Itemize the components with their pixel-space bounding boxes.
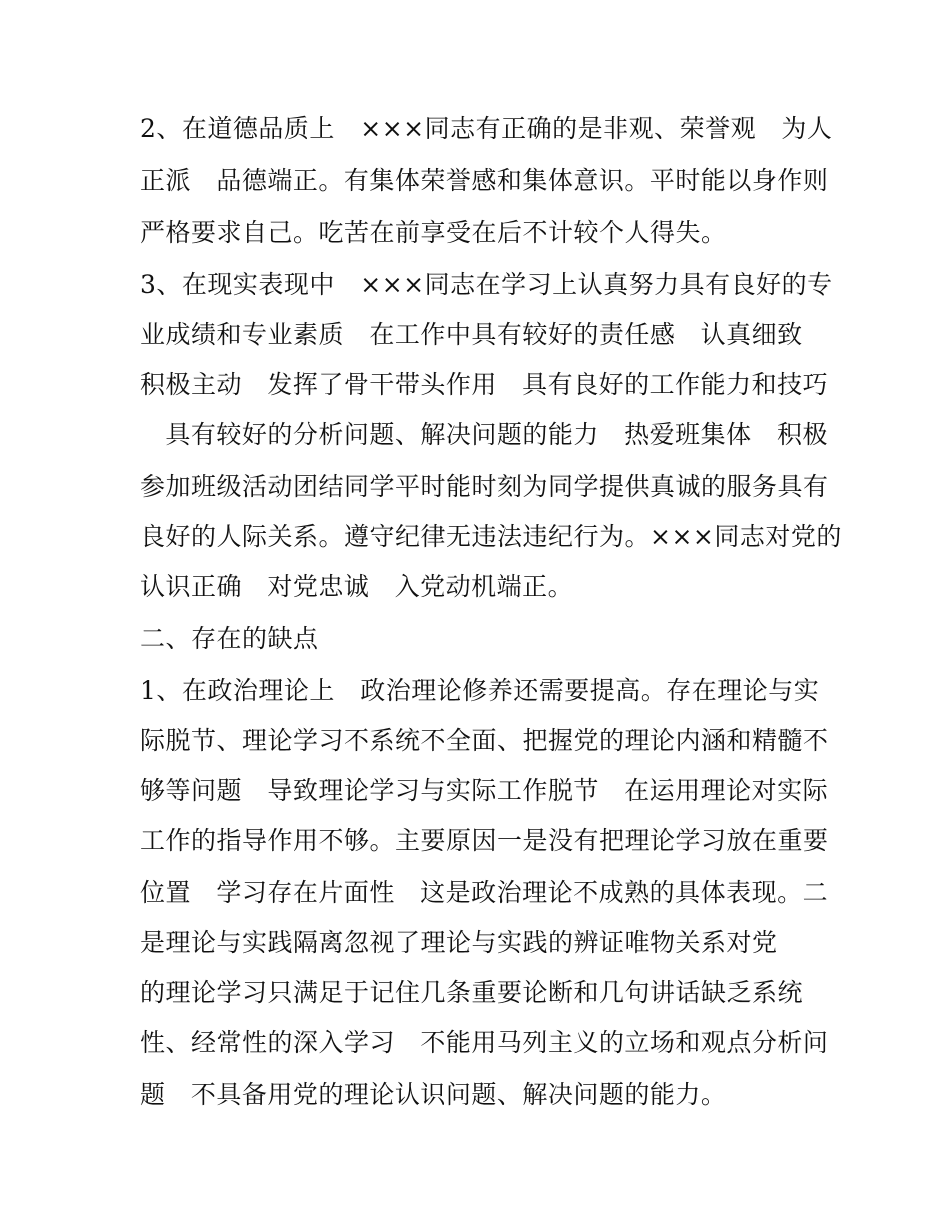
text-line: 具有较好的分析问题、解决问题的能力 热爱班集体 积极 [140,420,829,449]
text-line: 工作的指导作用不够。主要原因一是没有把理论学习放在重要 [140,826,829,855]
text-line: 际脱节、理论学习不系统不全面、把握党的理论内涵和精髓不 [140,726,829,755]
text-line: 积极主动 发挥了骨干带头作用 具有良好的工作能力和技巧 [140,370,829,399]
text-line: 是理论与实践隔离忽视了理论与实践的辨证唯物关系对党 [140,928,778,957]
text-line: 严格要求自己。吃苦在前享受在后不计较个人得失。 [140,218,727,247]
text-line: 正派 品德端正。有集体荣誉感和集体意识。平时能以身作则 [140,166,829,195]
text-line: 3、在现实表现中 ×××同志在学习上认真努力具有良好的专 [140,270,833,299]
text-line: 2、在道德品质上 ×××同志有正确的是非观、荣誉观 为人 [140,114,833,143]
text-line: 够等问题 导致理论学习与实际工作脱节 在运用理论对实际 [140,776,829,805]
text-line: 题 不具备用党的理论认识问题、解决问题的能力。 [140,1080,727,1109]
text-line: 的理论学习只满足于记住几条重要论断和几句讲话缺乏系统 [140,978,804,1007]
text-line: 位置 学习存在片面性 这是政治理论不成熟的具体表现。二 [140,878,829,907]
text-line: 良好的人际关系。遵守纪律无违法违纪行为。×××同志对党的 [140,522,842,551]
text-line: 性、经常性的深入学习 不能用马列主义的立场和观点分析问 [140,1028,829,1057]
text-line: 业成绩和专业素质 在工作中具有较好的责任感 认真细致 [140,320,803,349]
text-line: 认识正确 对党忠诚 入党动机端正。 [140,572,574,601]
text-line: 1、在政治理论上 政治理论修养还需要提高。存在理论与实 [140,676,820,705]
section-heading: 二、存在的缺点 [140,624,319,653]
text-line: 参加班级活动团结同学平时能时刻为同学提供真诚的服务具有 [140,472,829,501]
